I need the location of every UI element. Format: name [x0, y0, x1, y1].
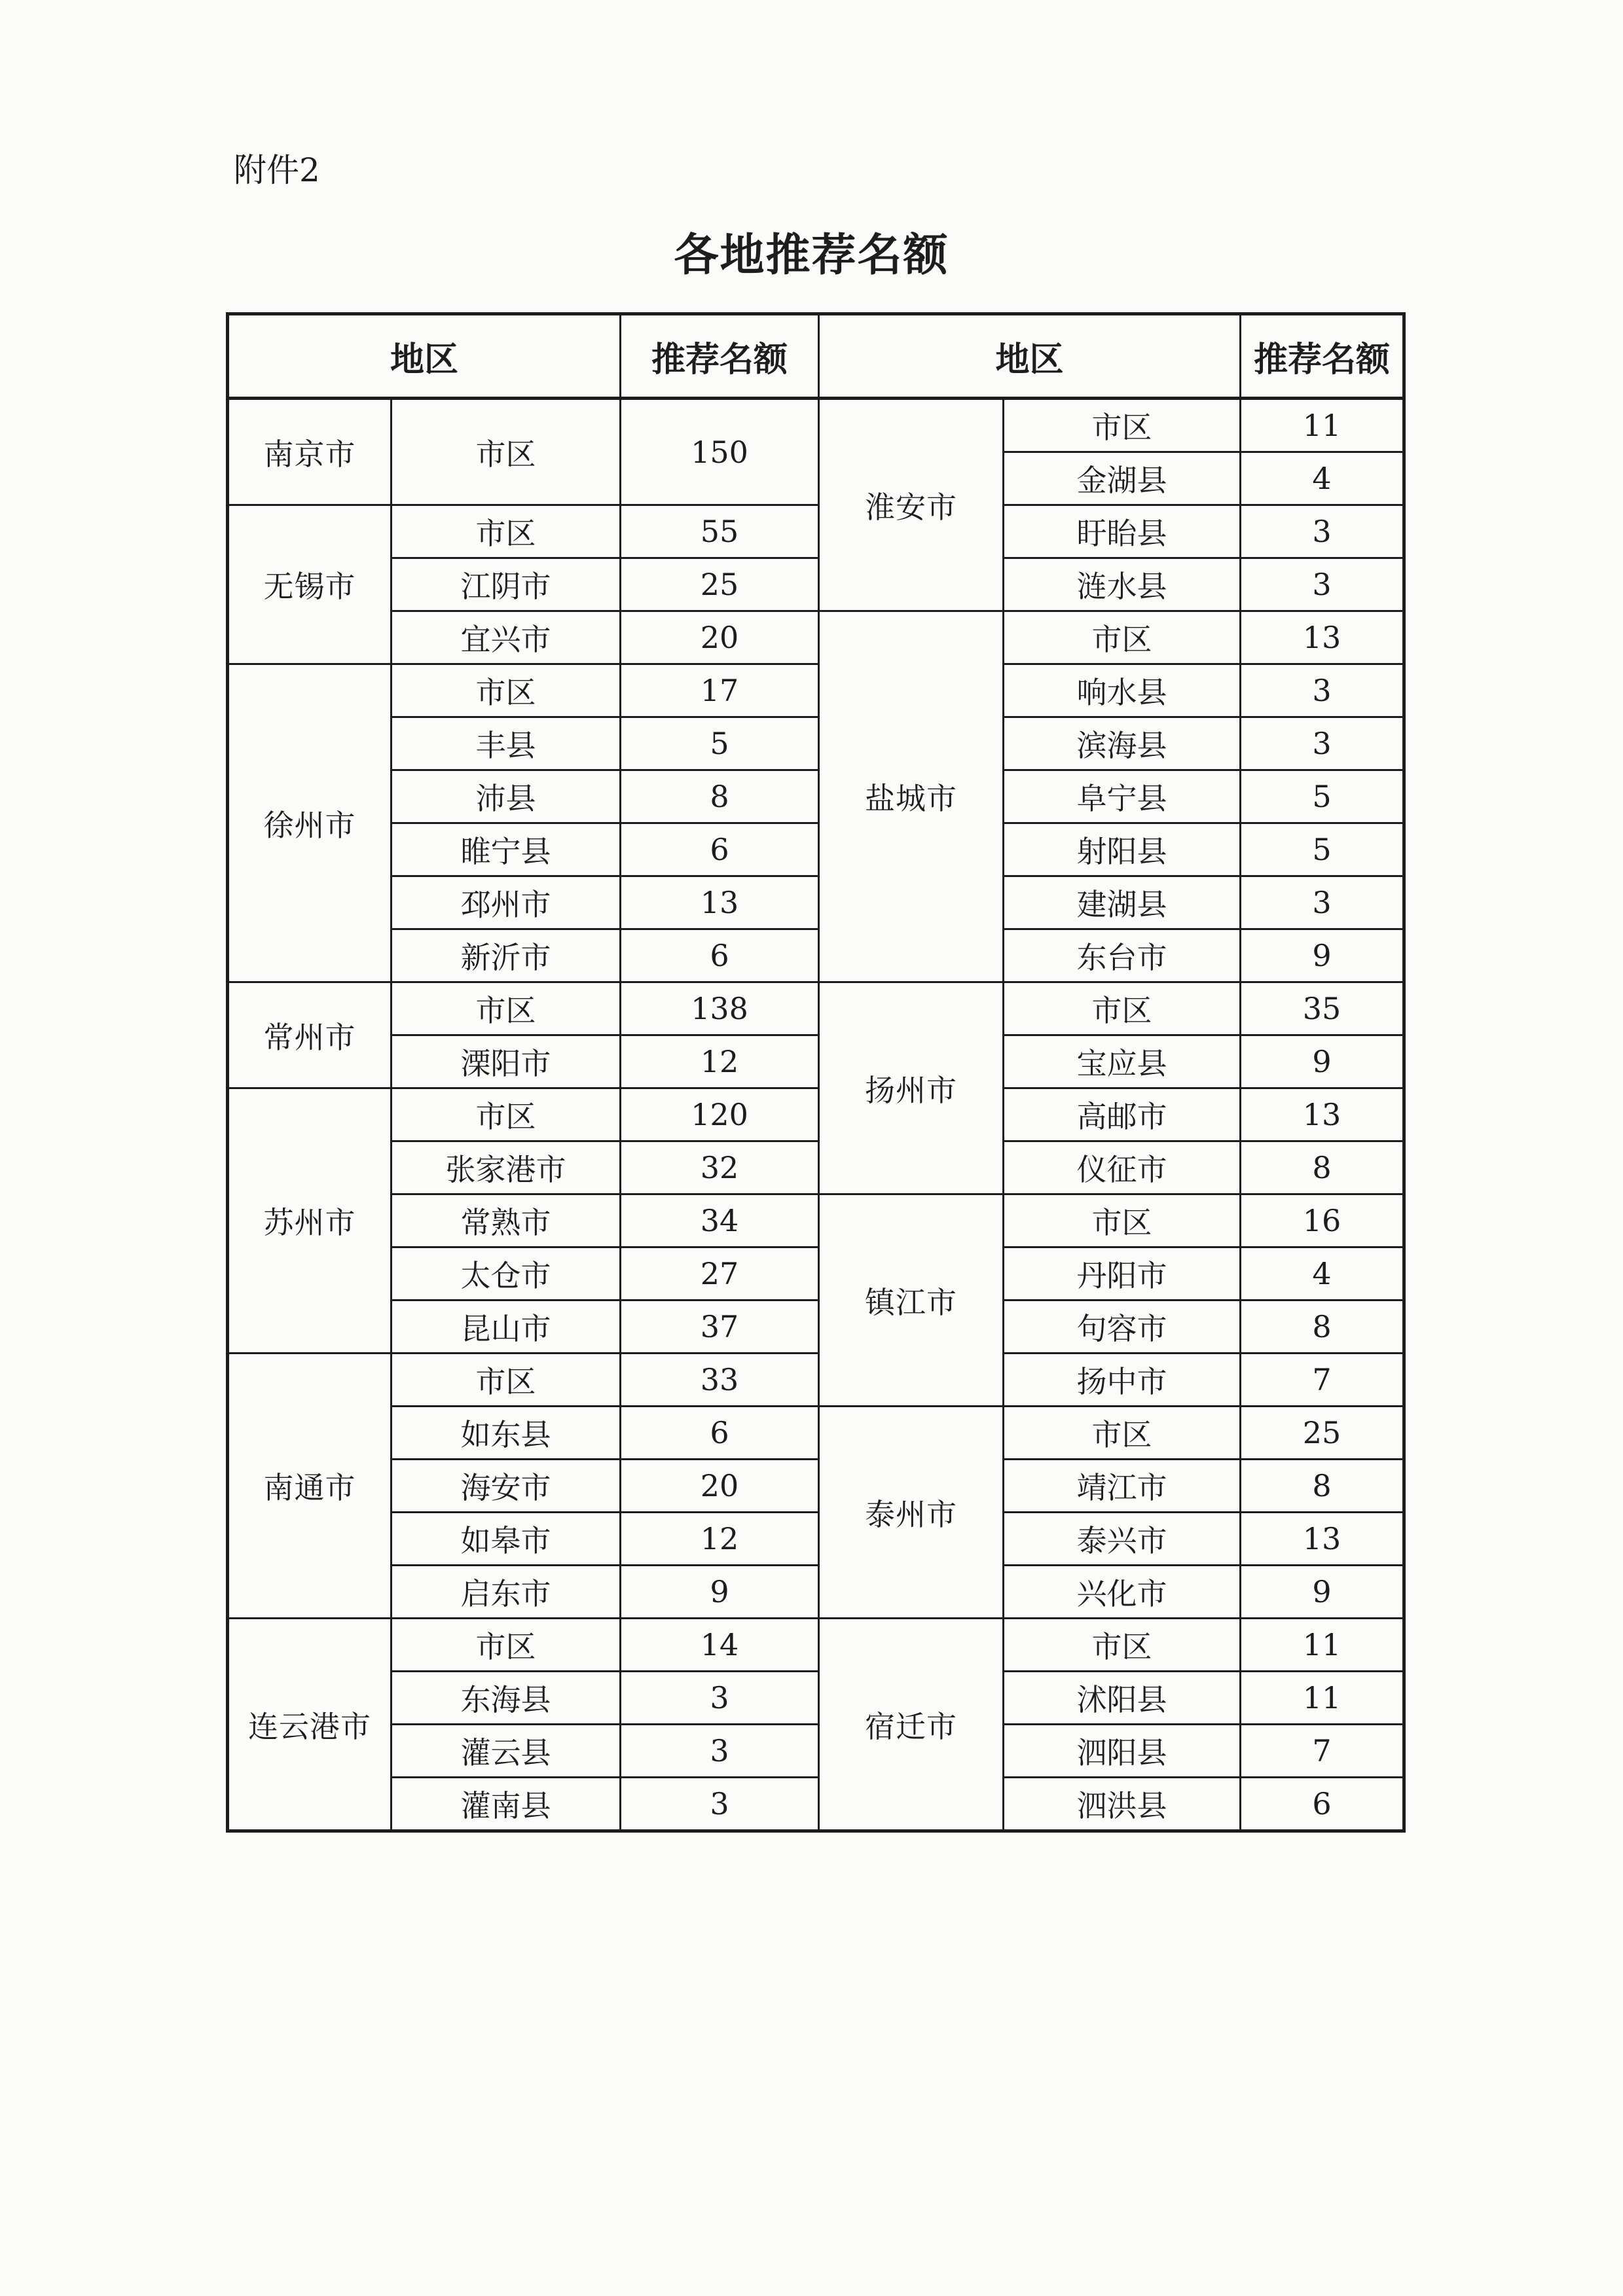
- left-area-cell: 昆山市: [392, 1300, 621, 1354]
- attachment-label: 附件2: [234, 151, 320, 189]
- right-quota-cell: 7: [1241, 1725, 1404, 1778]
- right-quota-cell: 5: [1241, 770, 1404, 823]
- left-quota-cell: 13: [621, 876, 819, 929]
- left-area-cell: 东海县: [392, 1672, 621, 1725]
- left-quota-cell: 6: [621, 823, 819, 876]
- table-row: [228, 1725, 1404, 1778]
- left-quota-cell: 14: [621, 1619, 819, 1672]
- left-quota-cell: 3: [621, 1672, 819, 1725]
- right-quota-cell: 25: [1241, 1407, 1404, 1460]
- left-quota-cell: 20: [621, 1460, 819, 1513]
- left-quota-cell: 20: [621, 611, 819, 664]
- quota-table: [226, 312, 1406, 1833]
- right-quota-cell: 13: [1241, 611, 1404, 664]
- left-area-cell: 常熟市: [392, 1194, 621, 1247]
- right-quota-cell: 9: [1241, 929, 1404, 982]
- table-row: [228, 399, 1404, 452]
- left-area-cell: 市区: [392, 1619, 621, 1672]
- right-city-cell: 淮安市: [819, 399, 1004, 611]
- left-city-cell: 常州市: [228, 982, 392, 1088]
- header-region-left: 地区: [228, 314, 621, 399]
- left-area-cell: 启东市: [392, 1566, 621, 1619]
- left-city-cell: 徐州市: [228, 664, 392, 982]
- right-quota-cell: 11: [1241, 399, 1404, 452]
- table-row: [228, 1300, 1404, 1354]
- right-city-cell: 镇江市: [819, 1194, 1004, 1407]
- left-city-cell: 南通市: [228, 1354, 392, 1619]
- table-header-row: [228, 314, 1404, 399]
- right-area-cell: 泰兴市: [1004, 1513, 1241, 1566]
- right-area-cell: 滨海县: [1004, 717, 1241, 770]
- left-area-cell: 如皋市: [392, 1513, 621, 1566]
- right-city-cell: 宿迁市: [819, 1619, 1004, 1831]
- right-quota-cell: 9: [1241, 1566, 1404, 1619]
- header-quota-left: 推荐名额: [621, 314, 819, 399]
- left-quota-cell: 138: [621, 982, 819, 1035]
- left-quota-cell: 3: [621, 1778, 819, 1831]
- left-area-cell: 张家港市: [392, 1141, 621, 1194]
- table-row: [228, 1194, 1404, 1247]
- left-area-cell: 市区: [392, 982, 621, 1035]
- right-quota-cell: 3: [1241, 717, 1404, 770]
- right-area-cell: 宝应县: [1004, 1035, 1241, 1088]
- table-row: [228, 823, 1404, 876]
- table-row: [228, 1460, 1404, 1513]
- right-quota-cell: 4: [1241, 1247, 1404, 1300]
- left-area-cell: 宜兴市: [392, 611, 621, 664]
- left-quota-cell: 8: [621, 770, 819, 823]
- right-quota-cell: 3: [1241, 664, 1404, 717]
- left-quota-cell: 55: [621, 505, 819, 558]
- right-area-cell: 响水县: [1004, 664, 1241, 717]
- right-quota-cell: 8: [1241, 1460, 1404, 1513]
- header-quota-right: 推荐名额: [1241, 314, 1404, 399]
- right-area-cell: 东台市: [1004, 929, 1241, 982]
- right-area-cell: 市区: [1004, 611, 1241, 664]
- right-area-cell: 句容市: [1004, 1300, 1241, 1354]
- left-quota-cell: 32: [621, 1141, 819, 1194]
- left-quota-cell: 33: [621, 1354, 819, 1407]
- table-row: [228, 929, 1404, 982]
- table-row: [228, 1354, 1404, 1407]
- right-quota-cell: 6: [1241, 1778, 1404, 1831]
- left-area-cell: 溧阳市: [392, 1035, 621, 1088]
- right-quota-cell: 13: [1241, 1088, 1404, 1141]
- right-area-cell: 市区: [1004, 1619, 1241, 1672]
- right-area-cell: 泗阳县: [1004, 1725, 1241, 1778]
- right-quota-cell: 3: [1241, 876, 1404, 929]
- right-area-cell: 沭阳县: [1004, 1672, 1241, 1725]
- right-quota-cell: 16: [1241, 1194, 1404, 1247]
- right-quota-cell: 13: [1241, 1513, 1404, 1566]
- table-row: [228, 505, 1404, 558]
- right-quota-cell: 4: [1241, 452, 1404, 505]
- right-area-cell: 兴化市: [1004, 1566, 1241, 1619]
- table-row: [228, 664, 1404, 717]
- table-body: [228, 399, 1404, 1831]
- left-city-cell: 苏州市: [228, 1088, 392, 1354]
- table-row: [228, 1778, 1404, 1831]
- right-quota-cell: 11: [1241, 1619, 1404, 1672]
- right-area-cell: 射阳县: [1004, 823, 1241, 876]
- right-area-cell: 市区: [1004, 982, 1241, 1035]
- right-quota-cell: 35: [1241, 982, 1404, 1035]
- right-area-cell: 金湖县: [1004, 452, 1241, 505]
- left-quota-cell: 5: [621, 717, 819, 770]
- right-area-cell: 靖江市: [1004, 1460, 1241, 1513]
- table-row: [228, 611, 1404, 664]
- left-quota-cell: 12: [621, 1513, 819, 1566]
- right-area-cell: 仪征市: [1004, 1141, 1241, 1194]
- left-area-cell: 市区: [392, 1354, 621, 1407]
- right-area-cell: 阜宁县: [1004, 770, 1241, 823]
- left-area-cell: 市区: [392, 1088, 621, 1141]
- left-city-cell: 南京市: [228, 399, 392, 505]
- table-row: [228, 1672, 1404, 1725]
- right-area-cell: 高邮市: [1004, 1088, 1241, 1141]
- table-row: [228, 770, 1404, 823]
- right-quota-cell: 11: [1241, 1672, 1404, 1725]
- right-area-cell: 建湖县: [1004, 876, 1241, 929]
- table-row: [228, 1088, 1404, 1141]
- left-area-cell: 新沂市: [392, 929, 621, 982]
- table-row: [228, 558, 1404, 611]
- right-area-cell: 市区: [1004, 1407, 1241, 1460]
- header-region-right: 地区: [819, 314, 1241, 399]
- right-quota-cell: 5: [1241, 823, 1404, 876]
- left-quota-cell: 3: [621, 1725, 819, 1778]
- left-area-cell: 市区: [392, 505, 621, 558]
- left-area-cell: 如东县: [392, 1407, 621, 1460]
- left-quota-cell: 120: [621, 1088, 819, 1141]
- right-city-cell: 盐城市: [819, 611, 1004, 982]
- right-area-cell: 盱眙县: [1004, 505, 1241, 558]
- right-quota-cell: 9: [1241, 1035, 1404, 1088]
- left-quota-cell: 34: [621, 1194, 819, 1247]
- left-city-cell: 连云港市: [228, 1619, 392, 1831]
- left-quota-cell: 6: [621, 929, 819, 982]
- left-area-cell: 睢宁县: [392, 823, 621, 876]
- left-quota-cell: 27: [621, 1247, 819, 1300]
- table-row: [228, 1619, 1404, 1672]
- right-area-cell: 涟水县: [1004, 558, 1241, 611]
- table-row: [228, 982, 1404, 1035]
- left-area-cell: 海安市: [392, 1460, 621, 1513]
- right-area-cell: 市区: [1004, 1194, 1241, 1247]
- table-row: [228, 1566, 1404, 1619]
- table-row: [228, 1247, 1404, 1300]
- right-quota-cell: 8: [1241, 1141, 1404, 1194]
- right-quota-cell: 3: [1241, 505, 1404, 558]
- left-area-cell: 灌云县: [392, 1725, 621, 1778]
- right-area-cell: 市区: [1004, 399, 1241, 452]
- left-area-cell: 市区: [392, 664, 621, 717]
- table-row: [228, 1513, 1404, 1566]
- right-quota-cell: 8: [1241, 1300, 1404, 1354]
- right-area-cell: 丹阳市: [1004, 1247, 1241, 1300]
- left-quota-cell: 17: [621, 664, 819, 717]
- right-quota-cell: 3: [1241, 558, 1404, 611]
- left-area-cell: 丰县: [392, 717, 621, 770]
- right-area-cell: 泗洪县: [1004, 1778, 1241, 1831]
- table-row: [228, 876, 1404, 929]
- right-area-cell: 扬中市: [1004, 1354, 1241, 1407]
- right-city-cell: 泰州市: [819, 1407, 1004, 1619]
- left-quota-cell: 6: [621, 1407, 819, 1460]
- left-quota-cell: 150: [621, 399, 819, 505]
- table-row: [228, 1141, 1404, 1194]
- right-city-cell: 扬州市: [819, 982, 1004, 1194]
- left-area-cell: 市区: [392, 399, 621, 505]
- left-city-cell: 无锡市: [228, 505, 392, 664]
- left-quota-cell: 37: [621, 1300, 819, 1354]
- table-row: [228, 1407, 1404, 1460]
- left-area-cell: 江阴市: [392, 558, 621, 611]
- right-quota-cell: 7: [1241, 1354, 1404, 1407]
- left-area-cell: 邳州市: [392, 876, 621, 929]
- page-title: 各地推荐名额: [674, 229, 949, 281]
- left-quota-cell: 12: [621, 1035, 819, 1088]
- left-area-cell: 灌南县: [392, 1778, 621, 1831]
- left-quota-cell: 9: [621, 1566, 819, 1619]
- table-row: [228, 1035, 1404, 1088]
- table-row: [228, 717, 1404, 770]
- left-area-cell: 太仓市: [392, 1247, 621, 1300]
- left-quota-cell: 25: [621, 558, 819, 611]
- left-area-cell: 沛县: [392, 770, 621, 823]
